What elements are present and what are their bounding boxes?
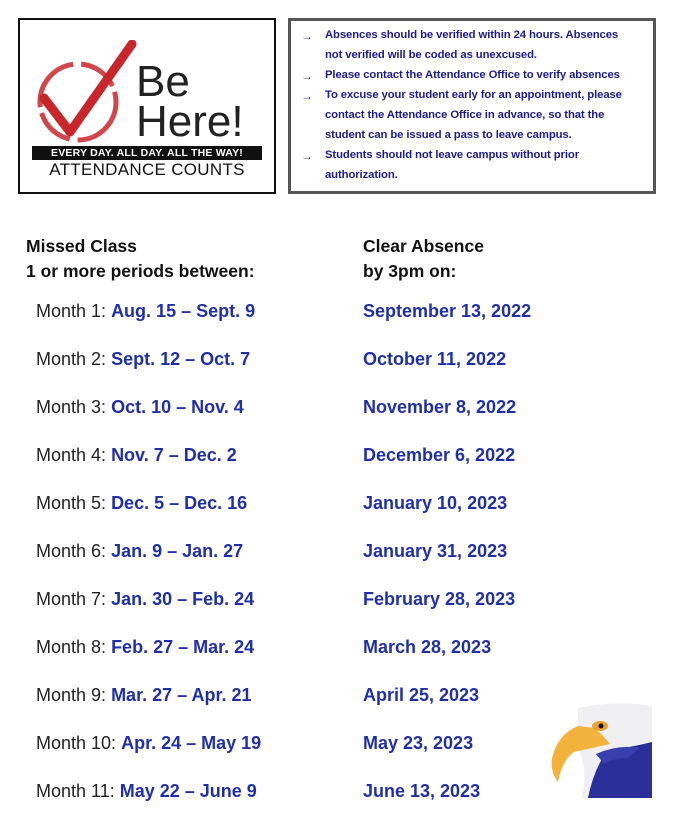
date-range: Aug. 15 – Sept. 9 [111, 301, 256, 321]
date-range: Oct. 10 – Nov. 4 [111, 397, 244, 417]
month-label: Month 3: [36, 397, 107, 417]
missed-period-row [36, 541, 243, 562]
missed-period-row [36, 637, 254, 658]
checkmark-icon [30, 40, 140, 150]
date-range: Nov. 7 – Dec. 2 [111, 445, 237, 465]
date-range: May 22 – June 9 [119, 781, 257, 801]
clear-by-date: January 31, 2023 [363, 541, 508, 561]
month-label: Month 2: [36, 349, 107, 369]
month-label: Month 11: [36, 781, 115, 801]
month-label: Month 6: [36, 541, 107, 561]
info-line: authorization. [325, 169, 398, 181]
missed-class-header: Missed Class [26, 236, 137, 256]
clear-by-date: October 11, 2022 [363, 349, 507, 369]
clear-by-date: December 6, 2022 [363, 445, 516, 465]
logo-here: Here! [136, 97, 244, 146]
logo-banner: EVERY DAY. ALL DAY. ALL THE WAY! [32, 146, 262, 160]
info-line: not verified will be coded as unexcused. [325, 49, 537, 61]
date-range: Mar. 27 – Apr. 21 [111, 685, 252, 705]
clear-by-date: April 25, 2023 [363, 685, 480, 705]
info-line: Students should not leave campus without prior [325, 149, 579, 161]
date-range: Apr. 24 – May 19 [121, 733, 262, 753]
clear-by-date: March 28, 2023 [363, 637, 492, 657]
missed-period-row [36, 781, 257, 802]
clear-by-date: June 13, 2023 [363, 781, 481, 801]
month-label: Month 7: [36, 589, 107, 609]
info-line: student can be issued a pass to leave campus. [325, 129, 572, 141]
clear-by-date: September 13, 2022 [363, 301, 532, 321]
missed-class-subheader: 1 or more periods between: [26, 261, 255, 281]
date-range: Jan. 9 – Jan. 27 [111, 541, 244, 561]
logo-tagline: ATTENDANCE COUNTS [49, 160, 245, 179]
missed-period-row [36, 733, 261, 754]
month-label: Month 5: [36, 493, 107, 513]
clear-absence-header: Clear Absence [363, 236, 484, 256]
eagle-mascot-icon [548, 698, 656, 800]
info-line: contact the Attendance Office in advance, so that the [325, 109, 605, 121]
month-label: Month 9: [36, 685, 107, 705]
attendance-info-box [288, 18, 656, 194]
arrow-bullet-icon: → [301, 69, 313, 83]
arrow-bullet-icon: → [301, 149, 313, 163]
arrow-bullet-icon: → [301, 29, 313, 43]
clear-absence-subheader: by 3pm on: [363, 261, 457, 281]
month-label: Month 4: [36, 445, 107, 465]
missed-period-row [36, 349, 250, 370]
date-range: Dec. 5 – Dec. 16 [111, 493, 248, 513]
missed-period-row [36, 589, 254, 610]
clear-by-date: January 10, 2023 [363, 493, 508, 513]
info-line: To excuse your student early for an appointment, please [325, 89, 622, 101]
clear-by-date: November 8, 2022 [363, 397, 517, 417]
month-label: Month 10: [36, 733, 117, 753]
logo-be: Be [136, 57, 190, 106]
clear-by-date: May 23, 2023 [363, 733, 474, 753]
info-line: Absences should be verified within 24 hours. Absences [325, 29, 619, 41]
missed-period-row [36, 493, 247, 514]
missed-period-row [36, 445, 237, 466]
date-range: Feb. 27 – Mar. 24 [111, 637, 255, 657]
missed-period-row [36, 301, 255, 322]
date-range: Sept. 12 – Oct. 7 [111, 349, 251, 369]
date-range: Jan. 30 – Feb. 24 [111, 589, 255, 609]
be-here-logo [18, 18, 276, 194]
info-line: Please contact the Attendance Office to verify absences [325, 69, 620, 81]
arrow-bullet-icon: → [301, 89, 313, 103]
month-label: Month 8: [36, 637, 107, 657]
missed-period-row [36, 397, 244, 418]
clear-by-date: February 28, 2023 [363, 589, 516, 609]
missed-period-row [36, 685, 251, 706]
month-label: Month 1: [36, 301, 107, 321]
